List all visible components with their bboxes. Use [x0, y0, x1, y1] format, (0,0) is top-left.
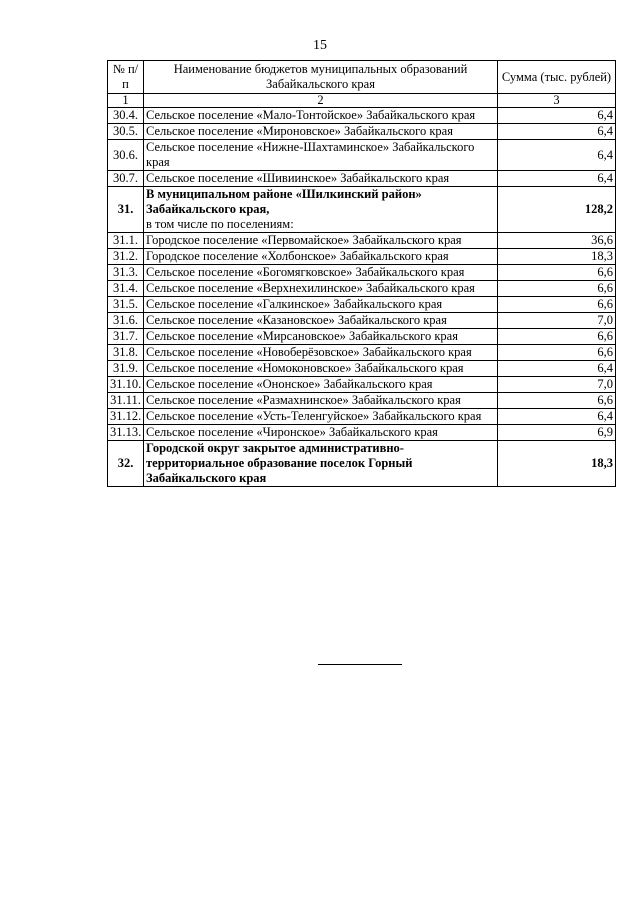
row-sum: 6,6 — [498, 329, 616, 345]
row-sum: 18,3 — [498, 249, 616, 265]
row-number: 31.12. — [108, 409, 144, 425]
row-name-text: Сельское поселение «Новоберёзовское» Забайкальского края — [146, 345, 472, 359]
row-number: 31.10. — [108, 377, 144, 393]
row-name-text: В муниципальном районе «Шилкинский район» Забайкальского края, — [146, 187, 422, 216]
row-name — [144, 409, 498, 425]
row-name-text: Сельское поселение «Номоконовское» Забайкальского края — [146, 361, 464, 375]
row-number: 31.6. — [108, 313, 144, 329]
row-number: 30.4. — [108, 108, 144, 124]
row-name — [144, 425, 498, 441]
table-header-row — [108, 61, 616, 94]
row-sum: 6,6 — [498, 281, 616, 297]
row-sum: 36,6 — [498, 233, 616, 249]
row-sum: 6,4 — [498, 409, 616, 425]
row-sum: 6,6 — [498, 297, 616, 313]
table-row — [108, 124, 616, 140]
table-row — [108, 297, 616, 313]
budget-table — [107, 60, 616, 487]
row-name-text: Сельское поселение «Мало-Тонтойское» Забайкальского края — [146, 108, 476, 122]
row-number: 30.6. — [108, 140, 144, 171]
table-row — [108, 171, 616, 187]
table-row — [108, 425, 616, 441]
row-name-subtitle: в том числе по поселениям: — [146, 217, 294, 231]
row-name-text: Сельское поселение «Верхнехилинское» Забайкальского края — [146, 281, 475, 295]
row-sum: 6,4 — [498, 171, 616, 187]
row-sum: 18,3 — [498, 441, 616, 487]
table-row — [108, 233, 616, 249]
row-name-text: Сельское поселение «Чиронское» Забайкальского края — [146, 425, 438, 439]
row-number: 31.13. — [108, 425, 144, 441]
row-name — [144, 377, 498, 393]
column-index: 2 — [144, 94, 498, 108]
column-index: 3 — [498, 94, 616, 108]
row-sum: 7,0 — [498, 313, 616, 329]
row-name — [144, 441, 498, 487]
row-name-text: Сельское поселение «Шивиинское» Забайкальского края — [146, 171, 450, 185]
row-name — [144, 329, 498, 345]
row-sum: 6,4 — [498, 361, 616, 377]
row-name-text: Городское поселение «Первомайское» Забайкальского края — [146, 233, 462, 247]
row-number: 31.1. — [108, 233, 144, 249]
row-name-text: Сельское поселение «Мирсановское» Забайкальского края — [146, 329, 458, 343]
page-number: 15 — [313, 38, 327, 53]
row-number: 31.4. — [108, 281, 144, 297]
row-name — [144, 108, 498, 124]
table-row — [108, 361, 616, 377]
row-number: 31.11. — [108, 393, 144, 409]
row-name — [144, 265, 498, 281]
table-row — [108, 441, 616, 487]
row-sum: 6,4 — [498, 140, 616, 171]
table-row — [108, 393, 616, 409]
row-number: 31.7. — [108, 329, 144, 345]
row-name — [144, 393, 498, 409]
row-name — [144, 233, 498, 249]
row-name-text: Сельское поселение «Мироновское» Забайкальского края — [146, 124, 453, 138]
table-body — [108, 108, 616, 487]
row-sum: 128,2 — [498, 187, 616, 233]
row-name — [144, 124, 498, 140]
row-name-text: Сельское поселение «Размахнинское» Забайкальского края — [146, 393, 461, 407]
table-row — [108, 265, 616, 281]
row-number: 32. — [108, 441, 144, 487]
header-name: Наименование бюджетов муниципальных образований Забайкальского края — [144, 61, 498, 94]
row-sum: 6,6 — [498, 393, 616, 409]
row-name — [144, 297, 498, 313]
table-row — [108, 329, 616, 345]
header-number: № п/п — [108, 61, 144, 94]
header-sum: Сумма (тыс. рублей) — [498, 61, 616, 94]
row-sum: 7,0 — [498, 377, 616, 393]
table-row — [108, 409, 616, 425]
table-row — [108, 108, 616, 124]
table-row — [108, 249, 616, 265]
row-number: 31.2. — [108, 249, 144, 265]
row-number: 30.7. — [108, 171, 144, 187]
table-row — [108, 140, 616, 171]
row-name-text: Сельское поселение «Ононское» Забайкальского края — [146, 377, 433, 391]
row-number: 30.5. — [108, 124, 144, 140]
row-name — [144, 187, 498, 233]
row-name-text: Сельское поселение «Галкинское» Забайкальского края — [146, 297, 443, 311]
row-name-text: Сельское поселение «Богомягковское» Забайкальского края — [146, 265, 465, 279]
column-index: 1 — [108, 94, 144, 108]
row-name — [144, 249, 498, 265]
row-sum: 6,6 — [498, 345, 616, 361]
row-name — [144, 281, 498, 297]
separator-line — [318, 664, 402, 665]
row-sum: 6,9 — [498, 425, 616, 441]
table-row — [108, 187, 616, 233]
row-name-text: Сельское поселение «Казановское» Забайкальского края — [146, 313, 447, 327]
row-name-text: Сельское поселение «Усть-Теленгуйское» Забайкальского края — [146, 409, 482, 423]
row-number: 31.3. — [108, 265, 144, 281]
row-sum: 6,4 — [498, 124, 616, 140]
row-name — [144, 345, 498, 361]
table-row — [108, 345, 616, 361]
table-row — [108, 377, 616, 393]
row-sum: 6,6 — [498, 265, 616, 281]
row-name-text: Городской округ закрытое административно-территориальное образование поселок Горный Забайкальского края — [146, 441, 413, 485]
table-row — [108, 313, 616, 329]
row-number: 31.8. — [108, 345, 144, 361]
row-number: 31. — [108, 187, 144, 233]
row-name — [144, 313, 498, 329]
row-name-text: Сельское поселение «Нижне-Шахтаминское» Забайкальского края — [146, 140, 475, 169]
row-name-text: Городское поселение «Холбонское» Забайкальского края — [146, 249, 449, 263]
row-number: 31.9. — [108, 361, 144, 377]
row-sum: 6,4 — [498, 108, 616, 124]
row-name — [144, 361, 498, 377]
row-name — [144, 171, 498, 187]
row-number: 31.5. — [108, 297, 144, 313]
table-row — [108, 281, 616, 297]
column-index-row — [108, 94, 616, 108]
row-name — [144, 140, 498, 171]
